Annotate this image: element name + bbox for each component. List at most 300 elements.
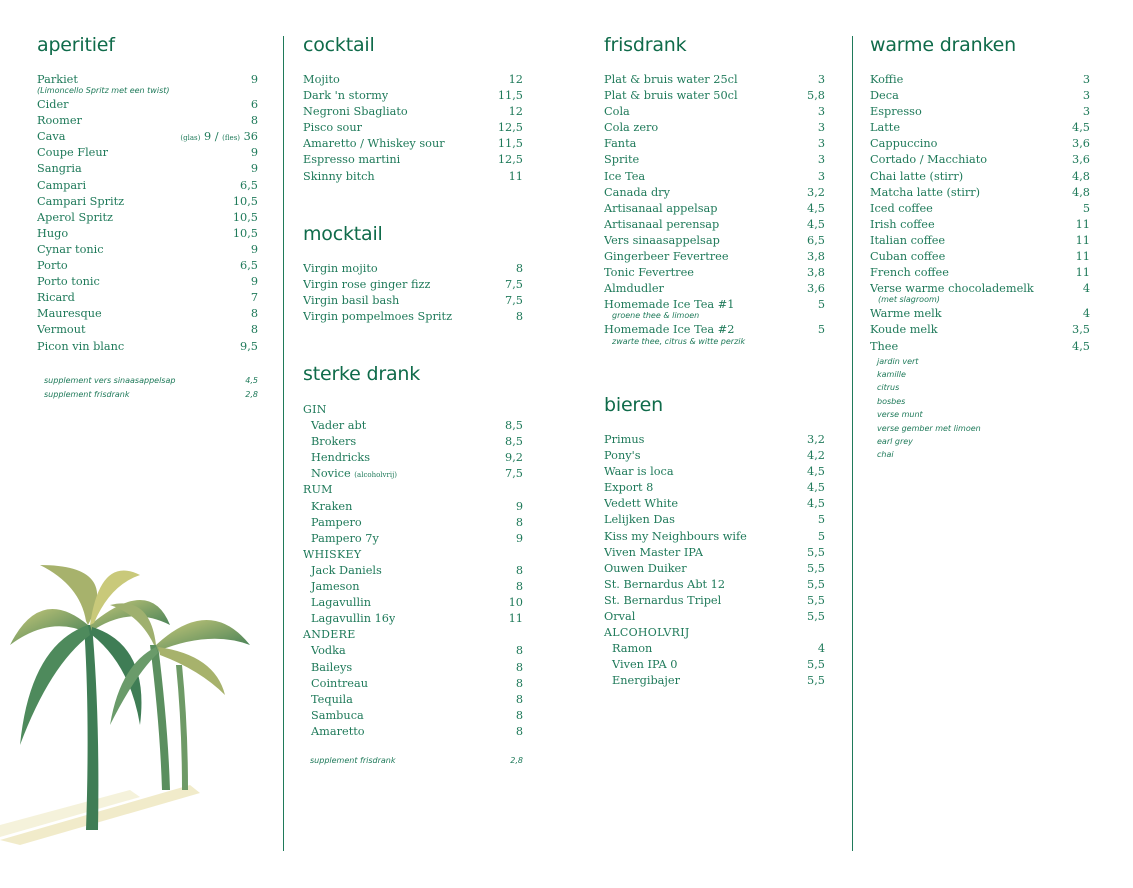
menu-item [37, 210, 258, 226]
menu-item [870, 104, 1090, 120]
item-price: 12 [508, 105, 523, 119]
menu-item [37, 306, 258, 322]
category-label [303, 482, 523, 498]
item-note: zwarte thee, citrus & witte perzik [612, 336, 746, 346]
item-price-cava [180, 129, 258, 146]
item-name: Homemade Ice Tea #2 [604, 323, 735, 337]
item-note: (Limoncello Spritz met een twist) [37, 86, 170, 96]
menu-item [303, 531, 523, 547]
item-name: Vodka [311, 644, 346, 658]
item-name: Sambuca [311, 708, 364, 722]
menu-item [604, 72, 825, 88]
item-name: Dark 'n stormy [303, 89, 389, 103]
item-tag: (alcoholvrij) [354, 471, 397, 480]
item-name: Ouwen Duiker [604, 561, 687, 575]
menu-item [870, 72, 1090, 88]
item-name: Parkiet [37, 73, 78, 86]
category-label [303, 627, 523, 643]
menu-item [604, 120, 825, 136]
supplement-row [44, 388, 258, 402]
item-name: Baileys [311, 660, 353, 674]
item-name: Iced coffee [870, 201, 933, 215]
menu-item [37, 258, 258, 274]
item-name: Matcha latte (stirr) [870, 185, 981, 199]
item-price: 5,5 [807, 545, 825, 559]
menu-item [870, 185, 1090, 201]
frisdrank-list [604, 72, 825, 348]
menu-item [303, 595, 523, 611]
menu-item [604, 201, 825, 217]
item-name: Espresso [870, 105, 922, 119]
item-price: 8 [250, 307, 258, 321]
item-name: Negroni Sbagliato [303, 105, 408, 119]
item-price: 4,5 [807, 201, 825, 215]
bieren-list [604, 432, 825, 690]
supplement-name: supplement frisdrank [44, 390, 130, 399]
menu-item [303, 579, 523, 595]
item-price: 8 [515, 676, 523, 690]
item-price: 5,5 [807, 561, 825, 575]
item-price: 8 [250, 114, 258, 128]
item-name: Porto [37, 259, 68, 273]
item-name: Vermout [37, 323, 86, 337]
item-name: Artisanaal appelsap [604, 201, 718, 215]
menu-item [37, 194, 258, 210]
item-name: Ice Tea [604, 169, 646, 183]
menu-item [303, 277, 523, 293]
menu-item [870, 136, 1090, 152]
item-price: 5,5 [807, 577, 825, 591]
item-price: 7,5 [505, 278, 523, 292]
item-price: 3,8 [807, 266, 825, 280]
price-separator: / [214, 130, 219, 144]
item-price: 6,5 [807, 233, 825, 247]
menu-item [604, 281, 825, 297]
item-name: Cola zero [604, 121, 659, 135]
menu-item [604, 577, 825, 593]
menu-item [303, 169, 523, 185]
warme-dranken-list [870, 72, 1090, 462]
menu-item [604, 641, 825, 657]
item-name: Campari [37, 178, 87, 192]
item-price: 11 [1075, 266, 1090, 280]
column-divider-1 [283, 36, 284, 851]
menu-item [303, 676, 523, 692]
cocktail-list [303, 72, 523, 185]
item-price: 3,6 [1072, 137, 1090, 151]
menu-item [303, 309, 523, 325]
menu-item [604, 480, 825, 496]
item-name: Cuban coffee [870, 250, 946, 264]
tea-type: jardin vert [877, 356, 919, 366]
item-price: 10,5 [232, 226, 258, 240]
menu-item [37, 290, 258, 306]
item-name: Cola [604, 105, 630, 119]
menu-item [604, 464, 825, 480]
item-price: 8 [515, 580, 523, 594]
item-price: 8 [515, 262, 523, 275]
item-note: (met slagroom) [878, 295, 940, 305]
menu-item [604, 88, 825, 104]
item-name: Sangria [37, 162, 82, 176]
column-divider-2 [852, 36, 853, 851]
item-price: 5,5 [807, 658, 825, 672]
item-price: 8 [515, 692, 523, 706]
item-name: Plat & bruis water 50cl [604, 89, 738, 103]
item-price: 5 [817, 323, 825, 337]
menu-item [870, 217, 1090, 233]
item-price: 11 [1075, 250, 1090, 264]
item-price: 12 [508, 73, 523, 86]
item-note: groene thee & limoen [612, 311, 700, 321]
fles-price: 36 [243, 130, 258, 144]
category-label [303, 402, 523, 418]
item-name: Lagavullin 16y [311, 612, 396, 626]
item-price: 4 [1082, 307, 1090, 321]
item-price: 8 [515, 515, 523, 529]
item-name: Virgin pompelmoes Spritz [303, 310, 453, 324]
menu-item [303, 708, 523, 724]
menu-item [870, 88, 1090, 104]
item-price: 9 [250, 146, 258, 160]
item-name: Koude melk [870, 323, 938, 337]
item-price: 3,6 [807, 282, 825, 296]
item-name: Pampero 7y [311, 531, 379, 545]
menu-item [604, 673, 825, 689]
item-name: Novice [311, 467, 351, 481]
menu-item [37, 322, 258, 338]
item-price: 8 [515, 724, 523, 738]
item-price: 4,5 [807, 481, 825, 495]
item-price: 5 [817, 298, 825, 312]
menu-item [303, 261, 523, 277]
item-price: 11 [508, 612, 523, 626]
tea-type: citrus [877, 383, 900, 393]
item-name: Homemade Ice Tea #1 [604, 298, 735, 312]
menu-item [870, 265, 1090, 281]
item-price: 12,5 [497, 153, 523, 167]
menu-item [303, 104, 523, 120]
item-price: 11 [1075, 217, 1090, 231]
item-name: Cider [37, 98, 69, 112]
menu-item [303, 120, 523, 136]
item-name: Ricard [37, 291, 75, 305]
item-name: Latte [870, 121, 901, 135]
menu-item [870, 152, 1090, 168]
item-price: 3 [817, 169, 825, 183]
item-name: Waar is loca [604, 465, 674, 479]
item-price: 5 [817, 513, 825, 527]
item-name: Porto tonic [37, 275, 100, 289]
aperitief-list [37, 72, 258, 355]
item-name: Cava [37, 130, 66, 144]
item-name: Vers sinaasappelsap [604, 233, 720, 247]
menu-item [870, 306, 1090, 322]
item-name: Coupe Fleur [37, 146, 109, 160]
menu-item [303, 724, 523, 740]
menu-item [37, 113, 258, 129]
item-price: 5,5 [807, 610, 825, 624]
menu-item [303, 563, 523, 579]
category-label [303, 547, 523, 563]
item-name: Artisanaal perensap [604, 217, 720, 231]
supplement-row [310, 754, 523, 768]
item-price: 6,5 [240, 178, 258, 192]
menu-item [604, 593, 825, 609]
item-name: Chai latte (stirr) [870, 169, 964, 183]
item-price: 4 [817, 642, 825, 656]
menu-item [303, 136, 523, 152]
item-price: 9 [515, 499, 523, 513]
section-title-warme-dranken: warme dranken [870, 34, 1016, 56]
menu-item [303, 72, 523, 88]
item-price: 7,5 [505, 294, 523, 308]
menu-item [604, 265, 825, 281]
item-name: Canada dry [604, 185, 670, 199]
menu-item [303, 152, 523, 168]
item-price: 10,5 [232, 210, 258, 224]
item-price: 3 [1082, 89, 1090, 103]
item-name: Kiss my Neighbours wife [604, 529, 747, 543]
menu-item [303, 515, 523, 531]
item-name: Campari Spritz [37, 194, 125, 208]
item-name: Skinny bitch [303, 169, 375, 183]
item-price: 8 [515, 660, 523, 674]
item-price: 9 [250, 242, 258, 256]
item-price: 3,2 [807, 185, 825, 199]
item-price: 3,8 [807, 250, 825, 264]
menu-item [303, 434, 523, 450]
item-price: 9,5 [240, 339, 258, 353]
item-price: 4,5 [1072, 339, 1090, 353]
sterke-drank-list [303, 402, 523, 740]
menu-item [604, 233, 825, 249]
item-price: 3,5 [1072, 323, 1090, 337]
section-title-aperitief: aperitief [37, 34, 115, 56]
menu-item [303, 418, 523, 434]
glas-price: 9 [203, 130, 212, 144]
item-name: Amaretto [311, 724, 365, 738]
menu-item [303, 466, 523, 482]
item-name: Amaretto / Whiskey sour [303, 137, 445, 151]
item-name: Mauresque [37, 307, 102, 321]
item-name: Irish coffee [870, 217, 935, 231]
item-price: 8 [515, 708, 523, 722]
menu-item [870, 233, 1090, 249]
item-price: 3 [817, 137, 825, 151]
item-price: 3 [1082, 73, 1090, 86]
item-name: Tonic Fevertree [604, 266, 694, 280]
item-price: 9 [250, 73, 258, 86]
item-name: Vader abt [311, 419, 367, 433]
item-price: 5,5 [807, 593, 825, 607]
menu-item [604, 249, 825, 265]
menu-item [303, 611, 523, 627]
item-name: Pisco sour [303, 121, 363, 135]
item-price: 4,5 [1072, 121, 1090, 135]
item-price: 3,2 [807, 433, 825, 446]
menu-item-cava [37, 129, 258, 145]
item-price: 7 [250, 291, 258, 305]
item-price: 4,2 [807, 449, 825, 463]
item-name: Pampero [311, 515, 362, 529]
tea-type: chai [877, 450, 894, 460]
menu-item [303, 499, 523, 515]
item-name: Virgin rose ginger fizz [303, 278, 431, 292]
sterke-drank-supplement [310, 754, 523, 768]
supplement-price: 4,5 [245, 376, 258, 385]
item-name: Jack Daniels [311, 563, 382, 577]
item-price: 4,8 [1072, 169, 1090, 183]
item-name: Lelijken Das [604, 513, 675, 527]
fles-label: (fles) [222, 134, 241, 143]
item-price: 8 [250, 323, 258, 337]
item-price: 12,5 [497, 121, 523, 135]
item-name: Plat & bruis water 25cl [604, 73, 738, 86]
item-price: 3,6 [1072, 153, 1090, 167]
item-price: 4,5 [807, 217, 825, 231]
item-name: Brokers [311, 435, 357, 449]
menu-item [37, 178, 258, 194]
item-price: 3 [817, 73, 825, 86]
item-name: Gingerbeer Fevertree [604, 250, 729, 264]
menu-item [870, 169, 1090, 185]
item-name: Aperol Spritz [37, 210, 113, 224]
menu-item [37, 161, 258, 177]
item-name: Espresso martini [303, 153, 401, 167]
item-name: Warme melk [870, 307, 942, 321]
item-name: Fanta [604, 137, 637, 151]
item-name: Deca [870, 89, 899, 103]
item-price: 7,5 [505, 467, 523, 481]
item-name: Koffie [870, 73, 904, 86]
item-name: Ramon [612, 642, 653, 656]
item-price: 8,5 [505, 419, 523, 433]
menu-item [604, 185, 825, 201]
palm-trees-illustration [0, 555, 265, 845]
menu-item [303, 692, 523, 708]
item-name: Virgin basil bash [303, 294, 400, 308]
item-name: Italian coffee [870, 233, 946, 247]
category-whiskey: WHISKEY [303, 547, 362, 561]
item-price: 9 [515, 531, 523, 545]
item-price: 3 [817, 105, 825, 119]
item-price: 10 [508, 596, 523, 610]
item-name: St. Bernardus Tripel [604, 593, 722, 607]
menu-item [37, 339, 258, 355]
item-name: Energibajer [612, 674, 681, 688]
item-name: Vedett White [604, 497, 679, 511]
menu-item [604, 169, 825, 185]
item-price: 6,5 [240, 259, 258, 273]
item-name: Export 8 [604, 481, 654, 495]
item-name: Kraken [311, 499, 353, 513]
item-price: 8,5 [505, 435, 523, 449]
menu-item [604, 545, 825, 561]
section-title-mocktail: mocktail [303, 223, 383, 245]
section-title-sterke-drank: sterke drank [303, 363, 421, 385]
menu-item [604, 609, 825, 625]
item-name: Almdudler [604, 282, 664, 296]
item-name: Cointreau [311, 676, 368, 690]
item-name: Hugo [37, 226, 69, 240]
menu-item [604, 136, 825, 152]
tea-type: verse munt [877, 410, 923, 420]
item-price: 6 [250, 98, 258, 112]
item-price: 8 [515, 644, 523, 658]
mocktail-list [303, 261, 523, 325]
menu-item [870, 201, 1090, 217]
category-alcoholvrij: ALCOHOLVRIJ [604, 626, 690, 640]
category-label [604, 625, 825, 641]
item-price: 11 [1075, 233, 1090, 247]
menu-item [303, 88, 523, 104]
item-price: 4,5 [807, 497, 825, 511]
menu-item [604, 448, 825, 464]
menu-item [604, 657, 825, 673]
menu-item [303, 660, 523, 676]
item-name: Thee [870, 339, 899, 353]
item-name: Verse warme chocolademelk [870, 282, 1034, 296]
item-name: Lagavullin [311, 596, 371, 610]
supplement-name: supplement frisdrank [310, 756, 396, 765]
category-andere: ANDERE [303, 628, 356, 642]
item-price: 10,5 [232, 194, 258, 208]
section-title-frisdrank: frisdrank [604, 34, 687, 56]
item-name: Picon vin blanc [37, 339, 125, 353]
item-price: 3 [817, 121, 825, 135]
menu-item [604, 512, 825, 528]
menu-item [37, 242, 258, 258]
category-rum: RUM [303, 483, 333, 497]
menu-item [37, 145, 258, 161]
menu-item [870, 322, 1090, 338]
item-price: 8 [515, 563, 523, 577]
supplement-row [44, 374, 258, 388]
menu-item [37, 226, 258, 242]
menu-item [604, 152, 825, 168]
menu-item [604, 432, 825, 448]
item-name: Mojito [303, 73, 340, 86]
item-price: 8 [515, 310, 523, 324]
menu-item [303, 293, 523, 309]
tea-type: kamille [877, 369, 906, 379]
menu-item [870, 120, 1090, 136]
item-name: Cynar tonic [37, 242, 104, 256]
item-name: Tequila [311, 692, 353, 706]
section-title-bieren: bieren [604, 394, 663, 416]
item-name: Hendricks [311, 451, 371, 465]
item-price: 4 [1082, 282, 1090, 296]
supplement-price: 2,8 [245, 390, 258, 399]
item-name: Sprite [604, 153, 640, 167]
menu-item [604, 104, 825, 120]
item-price: 11,5 [497, 89, 523, 103]
item-name: Viven Master IPA [604, 545, 704, 559]
menu-item [37, 97, 258, 113]
item-name: Virgin mojito [303, 262, 378, 275]
menu-item [870, 339, 1090, 355]
item-price: 5,8 [807, 89, 825, 103]
menu-item [37, 274, 258, 290]
item-price: 5 [817, 529, 825, 543]
item-price: 5 [1082, 201, 1090, 215]
supplement-name: supplement vers sinaasappelsap [44, 376, 176, 385]
item-price: 3 [817, 153, 825, 167]
menu-item [870, 249, 1090, 265]
item-price: 4,8 [1072, 185, 1090, 199]
menu-item [303, 450, 523, 466]
